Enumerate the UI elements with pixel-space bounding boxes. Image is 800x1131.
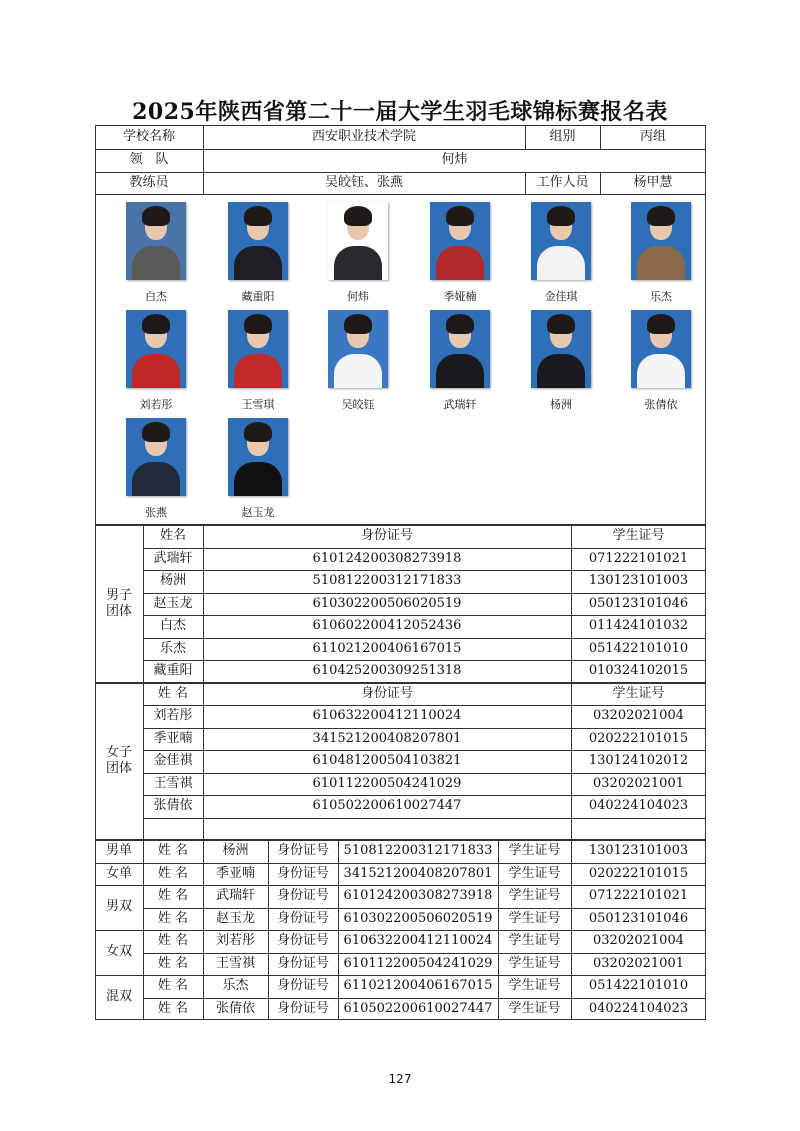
player-portrait xyxy=(531,310,591,388)
men-team-label: 男子团体 xyxy=(105,587,132,619)
player-portrait xyxy=(430,310,490,388)
event-player-id: 510812200312171833 xyxy=(343,843,493,859)
player-photo-name: 季娅楠 xyxy=(443,290,477,303)
event-id-label: 身份证号 xyxy=(276,978,329,994)
team-leader-value: 何炜 xyxy=(441,152,468,168)
men-team-player-name: 白杰 xyxy=(159,618,186,634)
table-divider xyxy=(143,818,706,819)
player-photo-card xyxy=(616,310,706,412)
staff-value: 杨甲慧 xyxy=(633,175,673,191)
event-name-label: 姓 名 xyxy=(157,865,189,881)
player-photo-card xyxy=(415,202,505,304)
player-photo-name: 何炜 xyxy=(347,290,369,303)
men-team-player-student: 130123101003 xyxy=(588,573,689,589)
event-player-student: 071222101021 xyxy=(588,888,689,904)
player-photo-name: 吴皎钰 xyxy=(341,398,375,411)
player-photo-card xyxy=(213,418,303,520)
event-name-label: 姓 名 xyxy=(157,933,189,949)
event-player-name: 王雪祺 xyxy=(215,955,255,971)
men-team-player-student: 071222101021 xyxy=(588,550,689,566)
player-photo-name: 王雪琪 xyxy=(241,398,275,411)
player-portrait xyxy=(631,202,691,280)
player-photo-name: 白杰 xyxy=(145,290,167,303)
coach-label: 教练员 xyxy=(129,175,169,191)
event-player-name: 武瑞轩 xyxy=(215,888,255,904)
player-photo-card xyxy=(213,202,303,304)
event-student-label: 学生证号 xyxy=(508,888,561,904)
event-name-label: 姓 名 xyxy=(157,955,189,971)
event-name-label: 姓 名 xyxy=(157,978,189,994)
event-name-label: 姓 名 xyxy=(157,888,189,904)
event-id-label: 身份证号 xyxy=(276,955,329,971)
player-photo-name: 金佳琪 xyxy=(544,290,578,303)
women-team-player-id: 610502200610027447 xyxy=(312,798,462,814)
event-name-label: 姓 名 xyxy=(157,1000,189,1016)
event-student-label: 学生证号 xyxy=(508,910,561,926)
player-portrait xyxy=(126,310,186,388)
player-photo-card xyxy=(313,310,403,412)
event-player-id: 341521200408207801 xyxy=(343,865,493,881)
event-player-student: 020222101015 xyxy=(588,865,689,881)
men-team-player-name: 杨洲 xyxy=(159,573,186,589)
women-team-player-student: 130124102012 xyxy=(588,753,689,769)
men-team-player-name: 武瑞轩 xyxy=(153,550,193,566)
women-team-player-id: 341521200408207801 xyxy=(312,730,462,746)
event-player-name: 季亚喃 xyxy=(215,865,255,881)
player-photo-name: 藏重阳 xyxy=(241,290,275,303)
event-player-student: 03202021001 xyxy=(593,955,684,971)
player-portrait xyxy=(531,202,591,280)
event-name-label: 姓 名 xyxy=(157,843,189,859)
event-player-id: 610302200506020519 xyxy=(343,910,493,926)
women-team-header-id: 身份证号 xyxy=(360,685,413,701)
event-name-label: 姓 名 xyxy=(157,910,189,926)
men-team-player-id: 610425200309251318 xyxy=(312,663,462,679)
women-team-player-name: 季亚喃 xyxy=(153,730,193,746)
women-team-player-student: 03202021001 xyxy=(593,775,684,791)
women-team-player-student: 020222101015 xyxy=(588,730,689,746)
men-team-player-name: 赵玉龙 xyxy=(153,595,193,611)
event-id-label: 身份证号 xyxy=(276,888,329,904)
page-title: 2025年陕西省第二十一届大学生羽毛球锦标赛报名表 xyxy=(132,99,668,125)
event-player-id: 610502200610027447 xyxy=(343,1000,493,1016)
event-type-label: 混双 xyxy=(105,989,132,1005)
men-team-player-id: 510812200312171833 xyxy=(312,573,462,589)
player-portrait xyxy=(228,418,288,496)
player-photo-card xyxy=(313,202,403,304)
women-team-player-name: 张倩依 xyxy=(153,798,193,814)
event-id-label: 身份证号 xyxy=(276,865,329,881)
player-portrait xyxy=(228,202,288,280)
event-player-student: 051422101010 xyxy=(588,978,689,994)
player-photo-card xyxy=(415,310,505,412)
women-team-header-student: 学生证号 xyxy=(612,685,665,701)
men-team-player-student: 050123101046 xyxy=(588,595,689,611)
player-portrait xyxy=(328,310,388,388)
player-photo-name: 乐杰 xyxy=(650,290,672,303)
men-team-player-name: 藏重阳 xyxy=(153,663,193,679)
player-photo-card xyxy=(111,202,201,304)
group-value: 丙组 xyxy=(639,128,666,144)
player-photo-name: 杨洲 xyxy=(550,398,572,411)
coach-value: 吴皎钰、张燕 xyxy=(324,175,403,191)
women-team-player-id: 610481200504103821 xyxy=(312,753,462,769)
event-player-student: 130123101003 xyxy=(588,843,689,859)
women-team-label: 女子团体 xyxy=(105,745,132,777)
women-team-player-student: 040224104023 xyxy=(588,798,689,814)
player-photo-card xyxy=(616,202,706,304)
school-name-value: 西安职业技术学院 xyxy=(311,128,416,144)
women-team-header-name: 姓 名 xyxy=(157,685,189,701)
player-portrait xyxy=(328,202,388,280)
page-number: 127 xyxy=(388,1072,412,1086)
event-player-name: 杨洲 xyxy=(222,843,249,859)
event-id-label: 身份证号 xyxy=(276,933,329,949)
player-photo-name: 武瑞轩 xyxy=(443,398,477,411)
player-portrait xyxy=(228,310,288,388)
player-photo-name: 赵玉龙 xyxy=(241,506,275,519)
women-team-player-name: 王雪祺 xyxy=(153,775,193,791)
event-player-student: 03202021004 xyxy=(593,933,684,949)
event-player-name: 刘若彤 xyxy=(215,933,255,949)
player-photo-card xyxy=(516,310,606,412)
event-player-student: 050123101046 xyxy=(588,910,689,926)
women-team-player-name: 刘若彤 xyxy=(153,708,193,724)
men-team-player-id: 610602200412052436 xyxy=(312,618,462,634)
men-team-header-student: 学生证号 xyxy=(612,528,665,544)
men-team-player-id: 610124200308273918 xyxy=(312,550,462,566)
women-team-player-student: 03202021004 xyxy=(593,708,684,724)
event-student-label: 学生证号 xyxy=(508,1000,561,1016)
event-id-label: 身份证号 xyxy=(276,1000,329,1016)
player-photo-card xyxy=(516,202,606,304)
event-player-name: 张倩依 xyxy=(215,1000,255,1016)
event-player-name: 赵玉龙 xyxy=(215,910,255,926)
player-photo-name: 张倩依 xyxy=(644,398,678,411)
event-type-label: 女单 xyxy=(105,865,132,881)
school-name-label: 学校名称 xyxy=(122,128,175,144)
event-student-label: 学生证号 xyxy=(508,933,561,949)
event-player-id: 610124200308273918 xyxy=(343,888,493,904)
event-type-label: 女双 xyxy=(105,944,132,960)
women-team-player-id: 610112200504241029 xyxy=(312,775,462,791)
player-portrait xyxy=(126,418,186,496)
player-photo-card xyxy=(213,310,303,412)
men-team-player-name: 乐杰 xyxy=(159,640,186,656)
event-student-label: 学生证号 xyxy=(508,955,561,971)
event-player-id: 610112200504241029 xyxy=(343,955,493,971)
men-team-player-student: 051422101010 xyxy=(588,640,689,656)
event-id-label: 身份证号 xyxy=(276,843,329,859)
player-portrait xyxy=(126,202,186,280)
women-team-player-id: 610632200412110024 xyxy=(312,708,462,724)
group-label: 组别 xyxy=(549,128,576,144)
player-photo-card xyxy=(111,418,201,520)
player-photo-name: 刘若彤 xyxy=(139,398,173,411)
event-player-name: 乐杰 xyxy=(222,978,249,994)
event-type-label: 男双 xyxy=(105,899,132,915)
team-leader-label: 领 队 xyxy=(129,152,169,168)
player-portrait xyxy=(631,310,691,388)
player-photo-card xyxy=(111,310,201,412)
women-team-player-name: 金佳祺 xyxy=(153,753,193,769)
event-id-label: 身份证号 xyxy=(276,910,329,926)
player-portrait xyxy=(430,202,490,280)
men-team-header-id: 身份证号 xyxy=(360,528,413,544)
men-team-player-id: 610302200506020519 xyxy=(312,595,462,611)
men-team-player-id: 611021200406167015 xyxy=(312,640,462,656)
event-player-id: 611021200406167015 xyxy=(343,978,493,994)
event-student-label: 学生证号 xyxy=(508,865,561,881)
event-student-label: 学生证号 xyxy=(508,843,561,859)
event-player-student: 040224104023 xyxy=(588,1000,689,1016)
event-type-label: 男单 xyxy=(105,843,132,859)
player-photo-name: 张燕 xyxy=(145,506,167,519)
men-team-header-name: 姓名 xyxy=(159,528,186,544)
event-player-id: 610632200412110024 xyxy=(343,933,493,949)
men-team-player-student: 011424101032 xyxy=(588,618,689,634)
men-team-player-student: 010324102015 xyxy=(588,663,689,679)
staff-label: 工作人员 xyxy=(536,175,589,191)
event-student-label: 学生证号 xyxy=(508,978,561,994)
